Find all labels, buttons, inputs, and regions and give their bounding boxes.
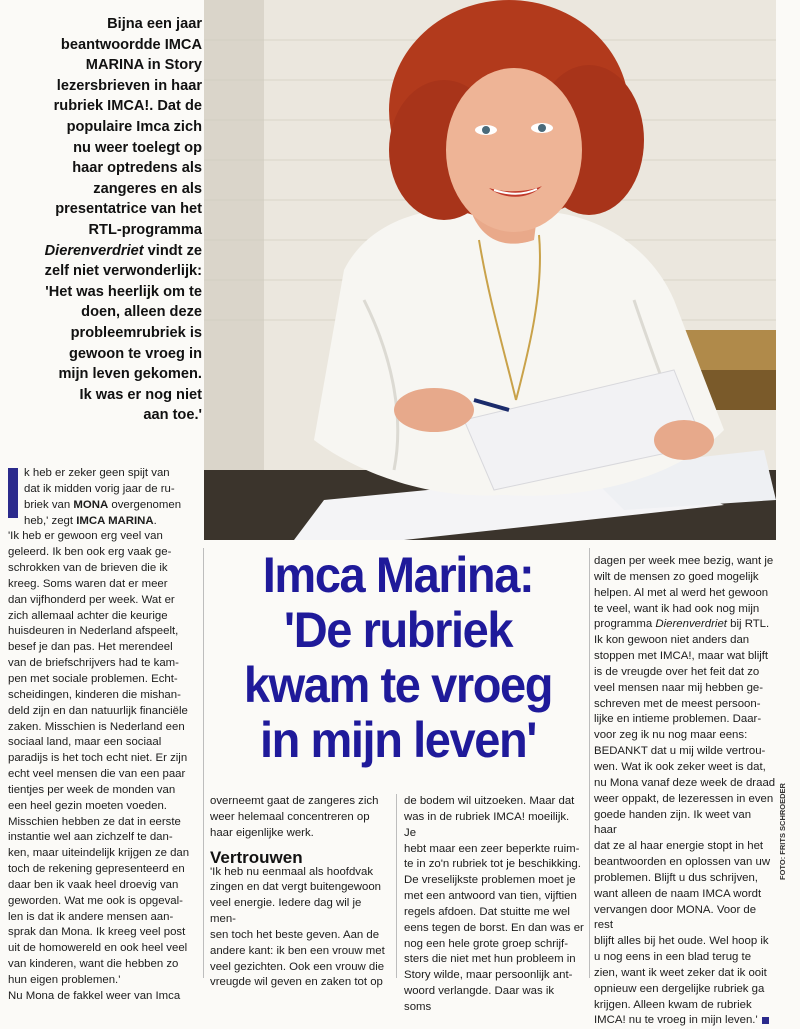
text-line: Ik kon gewoon niet anders dan bbox=[594, 634, 750, 647]
text-line: Misschien hebben ze dat in eerste bbox=[8, 815, 181, 828]
text-line: was in de rubriek IMCA! moeilijk. Je bbox=[404, 810, 570, 839]
text-line: echt veel mensen die van een paar bbox=[8, 768, 186, 781]
text-line: voor zeg ik nu nog maar eens: bbox=[594, 729, 748, 742]
intro-line-part: vindt ze bbox=[147, 242, 202, 259]
text-line: overneemt gaat de zangeres zich bbox=[210, 795, 379, 807]
text-line: 'Ik heb er gewoon erg veel van bbox=[8, 530, 163, 543]
intro-line: aan toe.' bbox=[143, 407, 202, 424]
paragraph bbox=[210, 865, 390, 992]
text-line: . bbox=[153, 514, 157, 527]
article-column-1 bbox=[8, 466, 196, 1005]
text-line: lijke en intieme problemen. Daar- bbox=[594, 713, 762, 726]
name-mona: MONA bbox=[73, 498, 109, 511]
intro-line: gewoon te vroeg in bbox=[69, 345, 202, 362]
text-line: een heel gezin moeten voeden. bbox=[8, 799, 167, 812]
text-line: krijgen. Alleen kwam de rubriek bbox=[594, 998, 752, 1011]
text-line: pen met sociale problemen. Echt- bbox=[8, 672, 178, 685]
text-line: dagen per week mee bezig, want je bbox=[594, 555, 774, 567]
text-line: helpen. Al met al werd het gewoon bbox=[594, 586, 769, 599]
text-line: bij RTL. bbox=[730, 618, 770, 631]
text-line: is de vreugde over het feit dat zo bbox=[594, 665, 760, 678]
intro-line bbox=[6, 241, 202, 262]
text-line: wilt de mensen zo goed mogelijk bbox=[594, 570, 759, 583]
text-line: briek van bbox=[24, 498, 71, 511]
text-line: geworden. Wat me ook is opgeval- bbox=[8, 894, 183, 907]
intro-line: haar optredens als bbox=[72, 160, 202, 177]
text-line: hebt maar een zeer beperkte ruim- bbox=[404, 842, 580, 855]
paragraph bbox=[8, 466, 196, 1005]
text-line: BEDANKT dat u mij wilde vertrou- bbox=[594, 745, 766, 758]
text-line: scheidingen, kinderen die mishan- bbox=[8, 688, 181, 701]
text-line: zaken. Misschien is Nederland een bbox=[8, 720, 185, 733]
intro-line: beantwoordde IMCA bbox=[60, 36, 202, 53]
text-line: dan vijfhonderd per week. Wat er bbox=[8, 593, 175, 606]
text-line: IMCA! nu te vroeg in mijn leven.' bbox=[594, 1014, 758, 1027]
dropcap bbox=[8, 468, 18, 518]
text-line: want alleen de naam IMCA wordt bbox=[594, 887, 762, 900]
text-line: sociaal land, maar een sociaal bbox=[8, 736, 162, 749]
text-line: sen toch het beste geven. Aan de bbox=[210, 928, 380, 941]
paragraph bbox=[404, 794, 584, 1016]
text-line: De vreselijkste problemen moet je bbox=[404, 874, 576, 887]
intro-line: doen, alleen deze bbox=[81, 304, 202, 321]
text-line: programma bbox=[594, 618, 653, 631]
text-line: uit de homowereld en ook heel veel bbox=[8, 942, 188, 955]
text-line: k heb er zeker geen spijt van bbox=[24, 467, 170, 479]
intro-line: mijn leven gekomen. bbox=[58, 366, 202, 383]
text-line: haar eigenlijke werk. bbox=[210, 826, 314, 839]
text-line: regels afdoen. Dat stuitte me wel bbox=[404, 905, 570, 918]
text-line: vervangen door MONA. Voor de rest bbox=[594, 903, 757, 932]
text-line: besef je dan pas. Het merendeel bbox=[8, 641, 173, 654]
text-line: wen. Wat ik ook zeker weet is dat, bbox=[594, 760, 766, 773]
text-line: instantie wel aan zichzelf te dan- bbox=[8, 831, 173, 844]
text-line: de bodem wil uitzoeken. Maar dat bbox=[404, 795, 575, 807]
intro-line: 'Het was heerlijk om te bbox=[45, 283, 202, 300]
headline-line: in mijn leven' bbox=[259, 712, 537, 768]
text-line: blijft alles bij het oude. Wel hoop ik bbox=[594, 935, 769, 948]
text-line: tientjes per week de monden van bbox=[8, 783, 176, 796]
text-line: nu Mona vanaf deze week de draad bbox=[594, 776, 776, 789]
text-line: len is dat ik andere mensen aan- bbox=[8, 910, 174, 923]
text-line: weer oppakt, de lezeressen in even bbox=[594, 792, 774, 805]
text-line: van de briefschrijvers had te kam- bbox=[8, 657, 179, 670]
intro-line: populaire Imca zich bbox=[66, 118, 202, 135]
text-line: zien, want ik weet zeker dat ik ooit bbox=[594, 966, 767, 979]
portrait-illustration bbox=[204, 0, 776, 540]
text-line: sters die niet met hun probleem in bbox=[404, 953, 576, 966]
text-line: overgenomen bbox=[111, 498, 182, 511]
text-line: stoppen met IMCA!, maar wat blijft bbox=[594, 650, 769, 663]
text-line: heb,' zegt bbox=[24, 514, 74, 527]
text-line: van kinderen, want die hebben zo bbox=[8, 958, 179, 971]
intro-line: probleemrubriek is bbox=[70, 324, 202, 341]
paragraph bbox=[210, 794, 390, 842]
text-line: dat ik midden vorig jaar de ru- bbox=[24, 482, 175, 495]
headline-line: kwam te vroeg bbox=[243, 657, 553, 713]
intro-line: zelf niet verwonderlijk: bbox=[44, 263, 202, 280]
text-line: goede handen zijn. Ik weet van haar bbox=[594, 808, 752, 837]
text-line: schrokken van de brieven die ik bbox=[8, 562, 168, 575]
text-line: hun eigen problemen.' bbox=[8, 974, 121, 986]
text-line: sprak dan Mona. Ik kreeg veel post bbox=[8, 926, 186, 939]
text-line: veel mensen naar mij hebben ge- bbox=[594, 681, 764, 694]
article-column-3 bbox=[404, 794, 584, 1016]
text-line: toch de rekening gepresenteerd en bbox=[8, 863, 185, 876]
text-line: te in zo'n rubriek tot je beschikking. bbox=[404, 858, 581, 871]
photo-credit: FOTO: FRITS SCHROEDER bbox=[778, 783, 787, 880]
text-line: deld zijn en dan natuurlijk financiële bbox=[8, 704, 188, 717]
intro-text bbox=[6, 14, 202, 426]
intro-line: zangeres en als bbox=[93, 180, 202, 197]
text-line: problemen. Blijft u dus schrijven, bbox=[594, 871, 758, 884]
column-divider bbox=[203, 548, 204, 978]
text-line: geleerd. Ik ben ook erg vaak ge- bbox=[8, 546, 172, 559]
text-line: veel gezichten. Ook een vrouw die bbox=[210, 960, 385, 973]
intro-line: lezersbrieven in haar bbox=[56, 77, 202, 94]
text-line: huisdeuren in Nederland afspeelt, bbox=[8, 625, 179, 638]
name-imca-marina: IMCA MARINA bbox=[76, 514, 154, 527]
text-line: weer helemaal concentreren op bbox=[210, 810, 370, 823]
text-line: schreven met de meest persoon- bbox=[594, 697, 761, 710]
end-mark bbox=[762, 1017, 769, 1024]
program-name: Dierenverdriet bbox=[655, 618, 727, 631]
headline-line: Imca Marina: bbox=[262, 547, 534, 603]
text-line: kreeg. Soms waren dat er meer bbox=[8, 577, 168, 590]
subheading: Vertrouwen bbox=[210, 848, 303, 867]
text-line: daar ben ik vaak heel droevig van bbox=[8, 878, 179, 891]
text-line: eens tegen de borst. En dan was er bbox=[404, 921, 584, 934]
text-line: u nog eens in een blad terug te bbox=[594, 951, 752, 964]
article-column-4 bbox=[594, 554, 776, 1029]
text-line: te veel, want ik had ook nog mijn bbox=[594, 602, 760, 615]
text-line: andere kant: ik ben een vrouw met bbox=[210, 944, 385, 957]
text-line: opnieuw een dergelijke rubriek ga bbox=[594, 982, 765, 995]
text-line: met een antwoord van tien, vijftien bbox=[404, 890, 577, 903]
text-line: 'Ik heb nu eenmaal als hoofdvak bbox=[210, 865, 374, 878]
text-line: dat ze al haar energie stopt in het bbox=[594, 840, 764, 853]
paragraph bbox=[594, 554, 776, 1029]
intro-line: MARINA in Story bbox=[85, 57, 202, 74]
intro-line: rubriek IMCA!. Dat de bbox=[53, 98, 202, 115]
text-line: Story wilde, maar persoonlijk ant- bbox=[404, 969, 573, 982]
intro-line: presentatrice van het bbox=[55, 201, 202, 218]
text-line: vreugde wil geven en zaken tot op bbox=[210, 976, 383, 989]
intro-line: RTL-programma bbox=[88, 221, 202, 238]
column-divider bbox=[589, 548, 590, 978]
portrait-photo bbox=[204, 0, 776, 540]
article-column-2 bbox=[210, 794, 390, 991]
intro-line: nu weer toelegt op bbox=[73, 139, 202, 156]
text-line: zingen en dat vergt buitengewoon bbox=[210, 881, 381, 894]
intro-line: Ik was er nog niet bbox=[79, 386, 202, 403]
text-line: paradijs is het toch echt niet. Er zijn bbox=[8, 752, 188, 765]
intro-line: Bijna een jaar bbox=[107, 16, 202, 32]
text-line: ken, maar uiteindelijk krijgen ze dan bbox=[8, 847, 190, 860]
column-divider bbox=[396, 794, 397, 978]
text-line: veel energie. Iedere dag wil je men- bbox=[210, 897, 362, 926]
headline bbox=[223, 548, 573, 768]
text-line: Nu Mona de fakkel weer van Imca bbox=[8, 989, 181, 1002]
text-line: beantwoorden en oplossen van uw bbox=[594, 856, 771, 869]
headline-line: 'De rubriek bbox=[283, 602, 513, 658]
program-name: Dierenverdriet bbox=[44, 242, 144, 259]
text-line: woord verlangde. Daar was ik soms bbox=[404, 985, 555, 1013]
text-line: nog een hele grote groep schrijf- bbox=[404, 937, 569, 950]
text-line: zich allemaal achter die keurige bbox=[8, 609, 168, 622]
